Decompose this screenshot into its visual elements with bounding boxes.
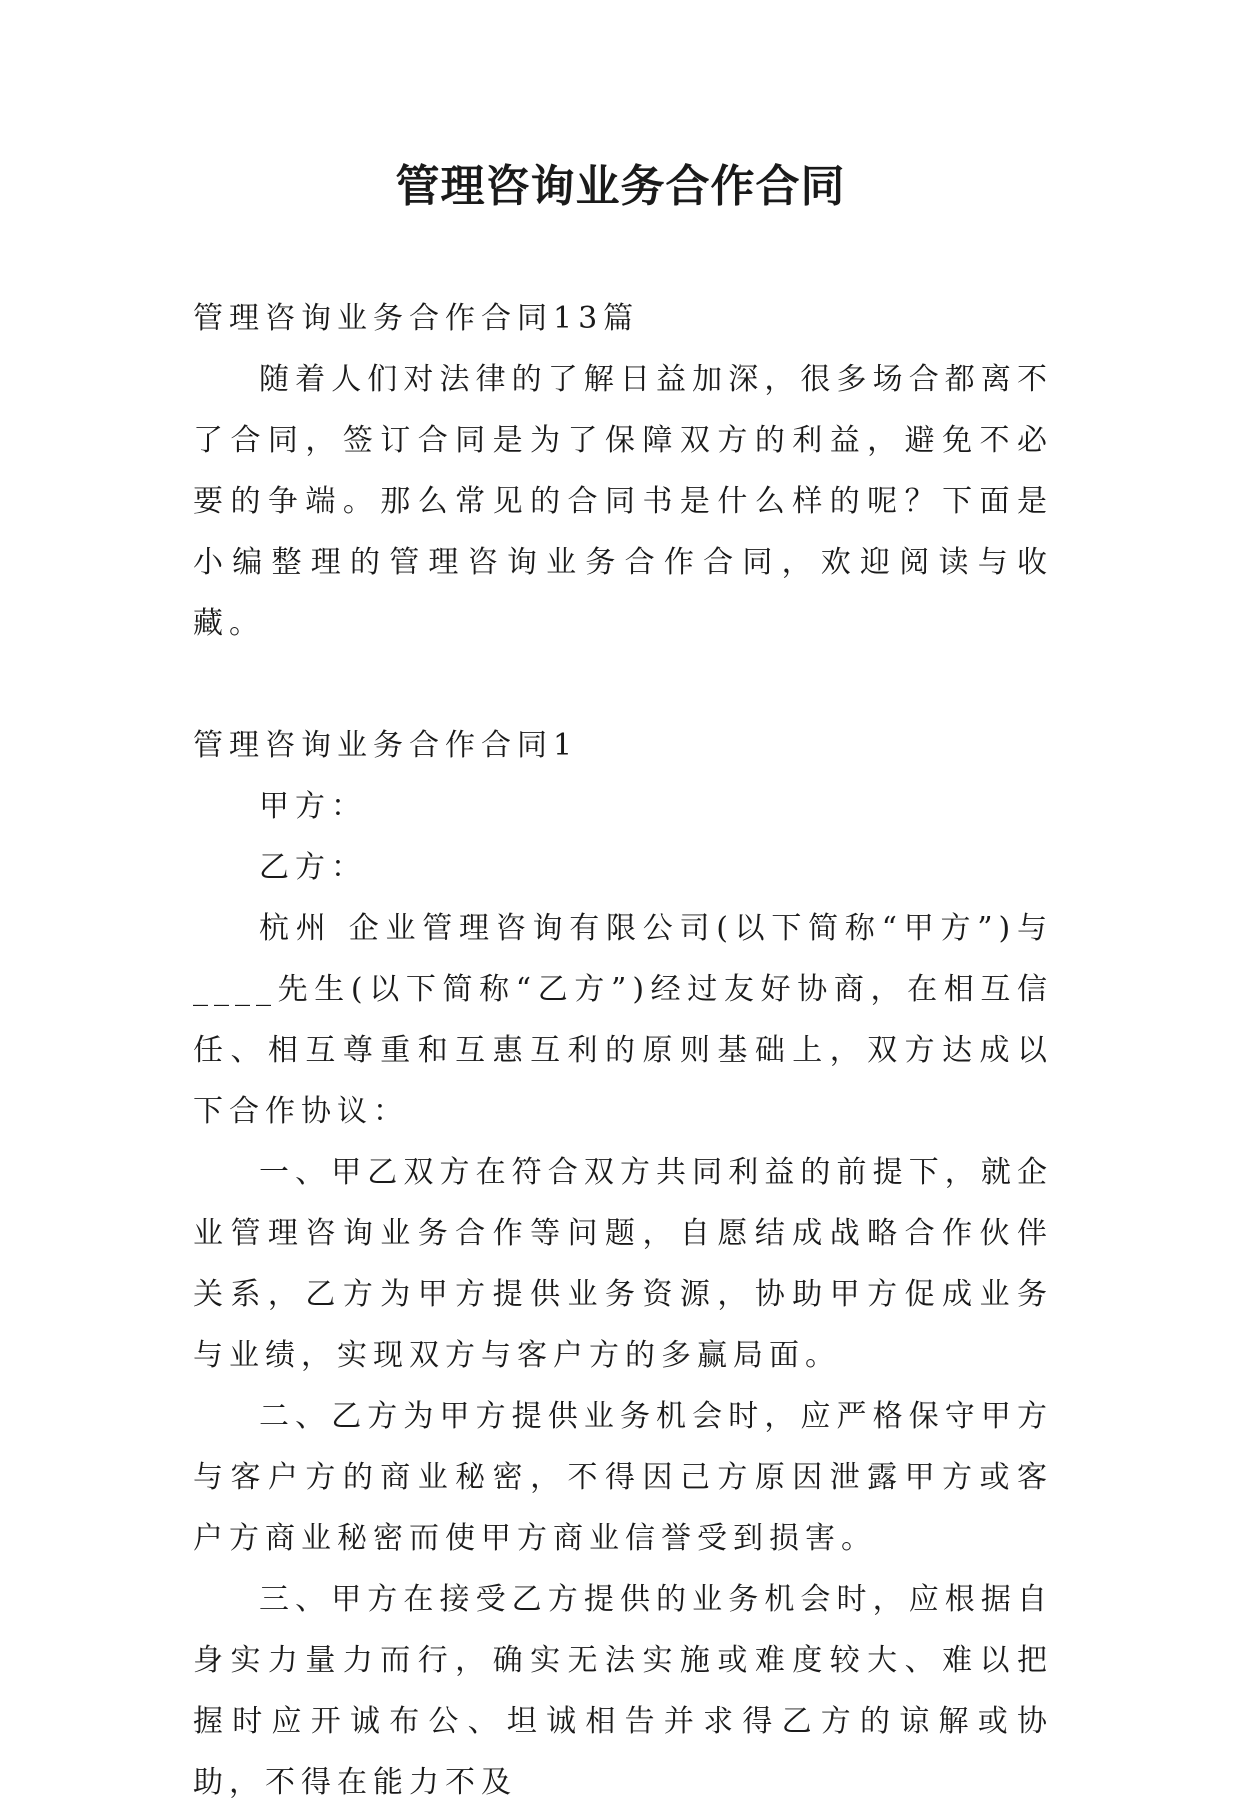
document-title: 管理咨询业务合作合同: [395, 161, 846, 212]
contract-paragraph: 二、乙方为甲方提供业务机会时，应严格保守甲方与客户方的商业秘密，不得因己方原因泄露甲方或客户方商业秘密而使甲方商业信誉受到损害。: [193, 1399, 1053, 1556]
contract-paragraph: 三、甲方在接受乙方提供的业务机会时，应根据自身实力量力而行，确实无法实施或难度较大、难以把握时应开诚布公、坦诚相告并求得乙方的谅解或协助，不得在能力不及: [193, 1582, 1053, 1800]
section-heading: 管理咨询业务合作合同1: [193, 728, 579, 763]
document-subtitle: 管理咨询业务合作合同13篇: [193, 301, 640, 336]
document-body: [193, 288, 1053, 1813]
intro-paragraph: 随着人们对法律的了解日益加深，很多场合都离不了合同，签订合同是为了保障双方的利益，避免不必要的争端。那么常见的合同书是什么样的呢？下面是小编整理的管理咨询业务合作合同，欢迎阅读与收藏。: [193, 362, 1053, 641]
party-a-line: 甲方：: [259, 789, 367, 824]
contract-paragraph: 一、甲乙双方在符合双方共同利益的前提下，就企业管理咨询业务合作等问题，自愿结成战略合作伙伴关系，乙方为甲方提供业务资源，协助甲方促成业务与业绩，实现双方与客户方的多赢局面。: [193, 1155, 1053, 1373]
paragraph-gap: [193, 654, 1053, 715]
party-b-line: 乙方：: [259, 850, 367, 885]
contract-paragraph: 杭州 企业管理咨询有限公司(以下简称“甲方”)与____先生(以下简称“乙方”)经过友好协商，在相互信任、相互尊重和互惠互利的原则基础上，双方达成以下合作协议：: [193, 911, 1053, 1129]
